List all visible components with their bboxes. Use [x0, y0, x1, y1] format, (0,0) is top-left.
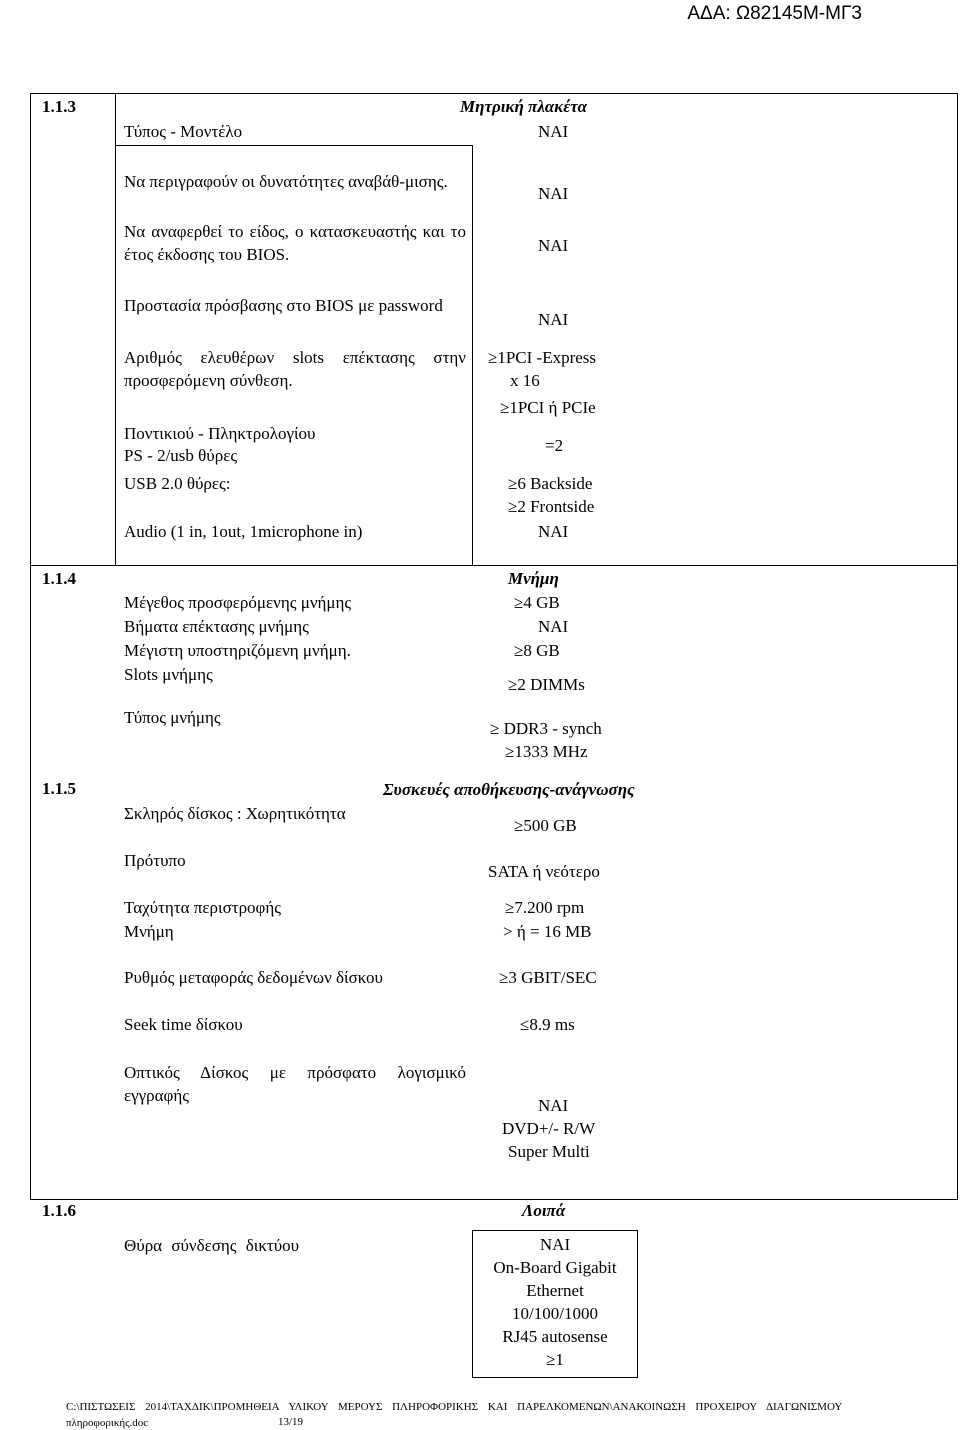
row-value: ≥6 Backside [508, 474, 593, 493]
row-value: ΝΑΙ [538, 522, 569, 541]
row-value: ≥2 Frontside [508, 497, 595, 516]
row-value: ΝΑΙ [539, 1235, 571, 1254]
row-value: On-Board Gigabit [493, 1258, 617, 1277]
gte-symbol: ≥ [488, 348, 498, 367]
gte-symbol: ≥ [505, 742, 515, 761]
row-value: ≥2 DIMMs [508, 675, 585, 694]
gte-symbol: ≥ [490, 719, 500, 738]
row-label: Να περιγραφούν οι δυνατότητες αναβάθ-μισης. [124, 172, 448, 191]
row-label: Βήματα επέκτασης μνήμης [124, 617, 309, 636]
section-number: 1.1.5 [42, 779, 76, 798]
row-label: Οπτικός Δίσκος με πρόσφατο λογισμικό εγγραφής [124, 1063, 466, 1105]
row-value: Super Multi [508, 1142, 590, 1161]
gte-symbol: ≥ [514, 816, 524, 835]
row-value: ΝΑΙ [538, 617, 569, 636]
row-value: ≥1PCI ή PCIe [500, 398, 596, 417]
section-number: 1.1.6 [42, 1201, 76, 1220]
row-value: ≥1 [546, 1350, 564, 1369]
row-label: Seek time δίσκου [124, 1015, 243, 1034]
table-right-border [957, 93, 958, 1200]
row-value: ≥1333 MHz [505, 742, 588, 761]
row-value: =2 [545, 436, 564, 455]
value-top-116 [472, 1230, 638, 1231]
section-title: Συσκευές αποθήκευσης-ανάγνωσης [383, 780, 635, 799]
row-label: Ταχύτητα περιστροφής [124, 898, 281, 917]
section-divider-116 [30, 1199, 958, 1200]
row-value: ΝΑΙ [538, 184, 569, 203]
row-label: Μέγεθος προσφερόμενης μνήμης [124, 593, 352, 612]
row-value: ΝΑΙ [538, 310, 569, 329]
section-divider-114 [30, 565, 958, 566]
row-label: Θύρα σύνδεσης δικτύου [124, 1236, 300, 1255]
row-label: Slots μνήμης [124, 665, 213, 684]
section-number: 1.1.3 [42, 97, 76, 116]
row-label: Ποντικιού - Πληκτρολογίου [124, 424, 316, 443]
row-value: ΝΑΙ [538, 1096, 569, 1115]
gte-symbol: ≥ [514, 641, 524, 660]
gte-symbol: ≥ [508, 474, 518, 493]
row-label: Σκληρός δίσκος : Χωρητικότητα [124, 804, 346, 823]
row-line-113 [115, 145, 472, 146]
section-number: 1.1.4 [42, 569, 76, 588]
gte-symbol: ≥ [500, 398, 510, 417]
col-divider-113 [115, 93, 116, 565]
row-label: Μνήμη [124, 922, 174, 941]
row-value: x 16 [510, 371, 540, 390]
gte-symbol: ≥ [499, 968, 509, 987]
value-divider-113 [472, 145, 473, 565]
gte-symbol: ≥ [508, 675, 518, 694]
gte-symbol: ≥ [508, 497, 518, 516]
row-value: > ή = 16 MB [503, 922, 592, 941]
row-value: DVD+/- R/W [502, 1119, 596, 1138]
row-value: 10/100/1000 [512, 1304, 598, 1323]
section-title: Μητρική πλακέτα [460, 97, 587, 116]
gte-symbol: ≥ [505, 898, 515, 917]
row-label: Τύπος - Μοντέλο [124, 122, 243, 141]
row-label: Audio (1 in, 1out, 1microphone in) [124, 522, 363, 541]
row-value: ΝΑΙ [538, 122, 569, 141]
gte-symbol: ≥ [546, 1350, 556, 1369]
row-value: ≥500 GB [514, 816, 577, 835]
footer-filename: πληροφορικής.doc [66, 1417, 149, 1429]
table-top-border [30, 93, 958, 94]
row-label: Πρότυπο [124, 851, 186, 870]
value-bottom-116 [472, 1377, 638, 1378]
row-value: SATA ή νεότερο [488, 862, 600, 881]
row-label: Να αναφερθεί το είδος, ο κατασκευαστής και το έτος έκδοσης του BIOS. [124, 222, 466, 264]
row-label: Ρυθμός μεταφοράς δεδομένων δίσκου [124, 968, 383, 987]
row-value: ≥3 GBIT/SEC [499, 968, 597, 987]
row-value: Ethernet [526, 1281, 584, 1300]
row-value: ≥8 GB [514, 641, 560, 660]
section-title: Λοιπά [522, 1201, 566, 1220]
lte-symbol: ≤ [520, 1015, 530, 1034]
row-label: PS - 2/usb θύρες [124, 446, 238, 465]
gte-symbol: ≥ [514, 593, 524, 612]
row-value: ≥1PCI -Express [488, 348, 597, 367]
row-value: ΝΑΙ [538, 236, 569, 255]
section-title: Μνήμη [508, 569, 559, 588]
footer-path: C:\ΠΙΣΤΩΣΕΙΣ 2014\ΤΑΧΔΙΚ\ΠΡΟΜΗΘΕΙΑ ΥΛΙΚΟΥ ΜΕΡΟΥΣ ΠΛΗΡΟΦΟΡΙΚΗΣ ΚΑΙ ΠΑΡΕΛΚΟΜΕΝΩΝ\ΑΝΑΚΟΙΝΩΣΗ ΠΡΟΧΕΙΡΟΥ ΔΙΑΓΩΝΙΣΜΟΥ [66, 1401, 843, 1413]
row-value: ≤8.9 ms [520, 1015, 575, 1034]
row-value: RJ45 autosense [502, 1327, 608, 1346]
row-value: ≥4 GB [514, 593, 560, 612]
page-number: 13/19 [278, 1416, 304, 1428]
row-value: ≥7.200 rpm [505, 898, 585, 917]
ada-code: ΑΔΑ: Ω82145Μ-ΜΓ3 [687, 3, 862, 24]
row-label: Τύπος μνήμης [124, 708, 221, 727]
row-label: Αριθμός ελευθέρων slots επέκτασης στην προσφερόμενη σύνθεση. [124, 348, 466, 390]
table-left-border [30, 93, 31, 1200]
row-value: ≥ DDR3 - synch [490, 719, 602, 738]
row-label: USB 2.0 θύρες: [124, 474, 231, 493]
row-label: Προστασία πρόσβασης στο BIOS με password [124, 296, 443, 315]
row-label: Μέγιστη υποστηριζόμενη μνήμη. [124, 641, 351, 660]
